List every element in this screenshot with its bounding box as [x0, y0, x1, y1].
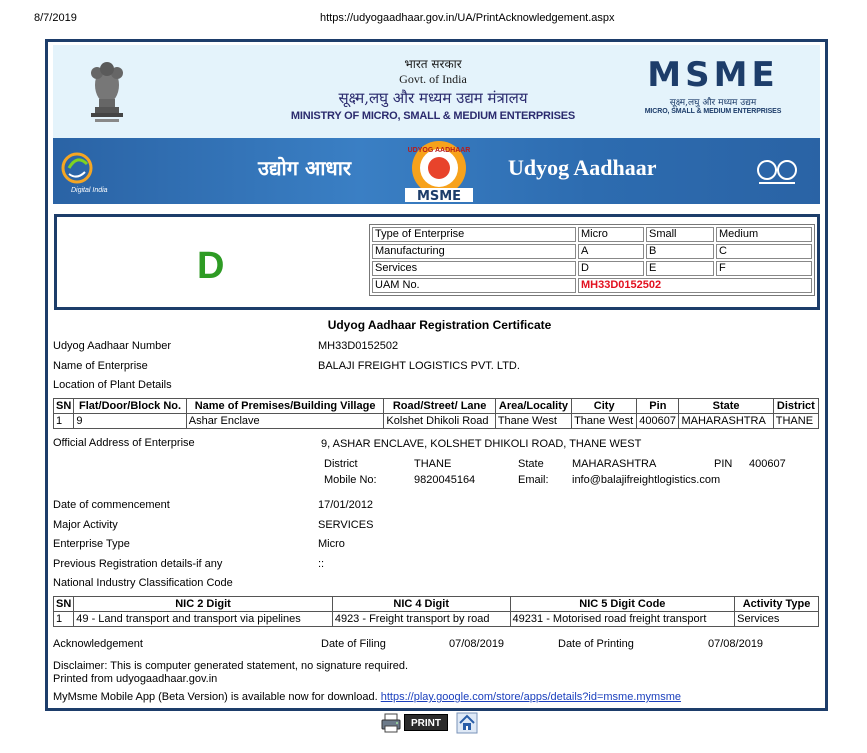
district-value: THANE	[414, 458, 452, 470]
filing-date-value: 07/08/2019	[449, 638, 505, 650]
official-address-label: Official Address of Enterprise	[53, 437, 195, 449]
category-cell: E	[646, 261, 714, 276]
pin-value: 400607	[749, 458, 786, 470]
gov-hindi: भारत सरकार	[404, 57, 462, 71]
table-header: NIC 4 Digit	[332, 597, 510, 612]
table-row	[372, 244, 812, 259]
table-header: District	[773, 399, 818, 414]
digital-india-logo-icon	[61, 146, 141, 196]
pin-label: PIN	[714, 458, 733, 470]
category-cell: A	[578, 244, 644, 259]
enterprise-type-value: Micro	[318, 538, 345, 550]
table-cell: 49231 - Motorised road freight transport	[510, 612, 735, 627]
msme-logo-mark: MSME	[647, 55, 779, 95]
udyog-aadhaar-logo-icon	[393, 140, 485, 204]
enterprise-name-label: Name of Enterprise	[53, 360, 148, 372]
table-cell: 1	[54, 414, 74, 429]
gov-banner	[53, 45, 820, 138]
mobile-app-text: MyMsme Mobile App (Beta Version) is available now for download.	[53, 691, 378, 703]
table-cell: 4923 - Freight transport by road	[332, 612, 510, 627]
table-cell: THANE	[773, 414, 818, 429]
category-header-cell: Medium	[716, 227, 812, 242]
nic-table	[53, 596, 819, 627]
category-cell: B	[646, 244, 714, 259]
state-value: MAHARASHTRA	[572, 458, 657, 470]
mobile-app-note	[53, 691, 681, 703]
table-header: Activity Type	[735, 597, 819, 612]
udyog-hindi-title: उद्योग आधार	[258, 156, 352, 180]
mobile-value: 9820045164	[414, 474, 476, 486]
previous-registration-label: Previous Registration details-if any	[53, 558, 223, 570]
ministry-english: MINISTRY OF MICRO, SMALL & MEDIUM ENTERPRISES	[290, 110, 576, 122]
table-header: SN	[54, 597, 74, 612]
print-date: 8/7/2019	[34, 12, 77, 24]
ministry-hindi: सूक्ष्म,लघु और मध्यम उद्यम मंत्रालय	[338, 89, 528, 107]
swachh-bharat-logo-icon	[753, 156, 801, 186]
certificate-title: Udyog Aadhaar Registration Certificate	[327, 318, 552, 332]
printer-icon[interactable]	[380, 712, 402, 734]
category-letter: D	[197, 245, 225, 287]
table-cell: 9	[74, 414, 186, 429]
table-header: Pin	[637, 399, 679, 414]
table-row	[54, 597, 819, 612]
category-cell: Services	[372, 261, 576, 276]
email-label: Email:	[518, 474, 549, 486]
enterprise-name-value: BALAJI FREIGHT LOGISTICS PVT. LTD.	[318, 360, 520, 372]
table-cell: Thane West	[572, 414, 637, 429]
svg-text:Digital India: Digital India	[71, 187, 108, 194]
table-row	[54, 612, 819, 627]
national-emblem-icon	[81, 55, 133, 125]
svg-text:MSME: MSME	[416, 189, 462, 204]
aadhaar-number-label: Udyog Aadhaar Number	[53, 340, 172, 352]
msme-logo	[633, 57, 793, 115]
commencement-label: Date of commencement	[53, 499, 170, 511]
plant-table	[53, 398, 819, 429]
msme-english: MICRO, SMALL & MEDIUM ENTERPRISES	[644, 108, 782, 115]
previous-registration-value: ::	[318, 558, 325, 570]
table-header: Flat/Door/Block No.	[74, 399, 186, 414]
print-header	[0, 12, 867, 28]
printing-date-label: Date of Printing	[558, 638, 634, 650]
table-row	[372, 278, 812, 293]
table-header: NIC 5 Digit Code	[510, 597, 735, 612]
home-icon[interactable]	[456, 712, 478, 734]
print-toolbar	[380, 712, 480, 734]
print-button[interactable]: PRINT	[404, 714, 448, 731]
mobile-app-link[interactable]: https://play.google.com/store/apps/details?id=msme.mymsme	[380, 691, 682, 703]
table-row	[54, 399, 819, 414]
table-row	[372, 227, 812, 242]
svg-text:UDYOG AADHAAR: UDYOG AADHAAR	[407, 147, 471, 154]
table-cell: Thane West	[495, 414, 571, 429]
category-table	[369, 224, 815, 296]
table-cell: Kolshet Dhikoli Road	[384, 414, 495, 429]
category-cell: C	[716, 244, 812, 259]
acknowledgement-label: Acknowledgement	[53, 638, 143, 650]
uam-label: UAM No.	[372, 278, 576, 293]
category-header-cell: Small	[646, 227, 714, 242]
table-header: Road/Street/ Lane	[384, 399, 495, 414]
table-header: City	[572, 399, 637, 414]
table-cell: 49 - Land transport and transport via pipelines	[74, 612, 333, 627]
enterprise-category-box	[54, 214, 820, 310]
ministry-heading	[233, 55, 633, 122]
gov-english: Govt. of India	[399, 72, 467, 86]
category-header-cell: Micro	[578, 227, 644, 242]
table-header: Name of Premises/Building Village	[186, 399, 384, 414]
msme-hindi: सूक्ष्म,लघु और मध्यम उद्यम	[669, 98, 757, 108]
category-header-cell: Type of Enterprise	[372, 227, 576, 242]
district-label: District	[324, 458, 358, 470]
table-cell: 400607	[637, 414, 679, 429]
major-activity-label: Major Activity	[53, 519, 118, 531]
disclaimer: Disclaimer: This is computer generated statement, no signature required.	[53, 660, 409, 672]
category-cell: F	[716, 261, 812, 276]
major-activity-value: SERVICES	[318, 519, 374, 531]
printed-from: Printed from udyogaadhaar.gov.in	[53, 673, 218, 685]
category-cell: Manufacturing	[372, 244, 576, 259]
plant-location-label: Location of Plant Details	[53, 379, 172, 391]
table-header: NIC 2 Digit	[74, 597, 333, 612]
enterprise-type-label: Enterprise Type	[53, 538, 130, 550]
mobile-label: Mobile No:	[324, 474, 377, 486]
uam-number: MH33D0152502	[578, 278, 812, 293]
table-cell: MAHARASHTRA	[679, 414, 773, 429]
table-cell: Services	[735, 612, 819, 627]
table-header: SN	[54, 399, 74, 414]
category-cell: D	[578, 261, 644, 276]
udyog-english-title: Udyog Aadhaar	[508, 155, 657, 180]
certificate-frame	[45, 39, 828, 711]
table-header: State	[679, 399, 773, 414]
table-cell: 1	[54, 612, 74, 627]
aadhaar-number-value: MH33D0152502	[318, 340, 399, 352]
table-row	[372, 261, 812, 276]
table-cell: Ashar Enclave	[186, 414, 384, 429]
table-row	[54, 414, 819, 429]
print-url: https://udyogaadhaar.gov.in/UA/PrintAcknowledgement.aspx	[320, 12, 615, 24]
udyog-banner	[53, 138, 820, 204]
official-address-value: 9, ASHAR ENCLAVE, KOLSHET DHIKOLI ROAD, THANE WEST	[321, 438, 642, 450]
commencement-value: 17/01/2012	[318, 499, 374, 511]
printing-date-value: 07/08/2019	[708, 638, 764, 650]
state-label: State	[518, 458, 544, 470]
email-value: info@balajifreightlogistics.com	[572, 474, 721, 486]
filing-date-label: Date of Filing	[321, 638, 386, 650]
nic-label: National Industry Classification Code	[53, 577, 233, 589]
table-header: Area/Locality	[495, 399, 571, 414]
